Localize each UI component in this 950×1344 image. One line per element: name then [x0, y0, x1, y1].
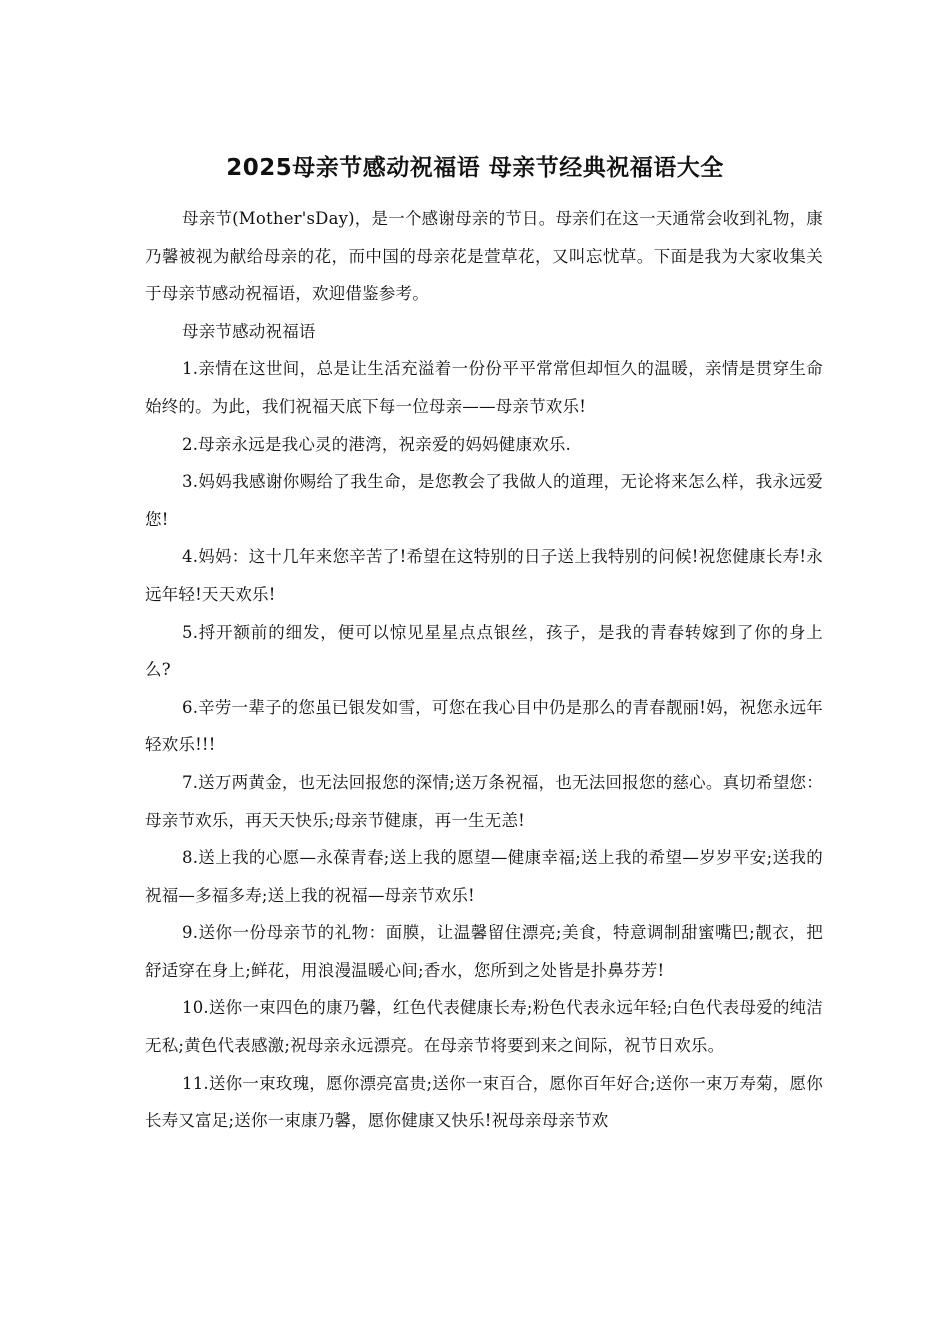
document-body [145, 200, 823, 1140]
blessing-item-11: 11.送你一束玫瑰，愿你漂亮富贵;送你一束百合，愿你百年好合;送你一束万寿菊，愿你长寿又富足;送你一束康乃馨，愿你健康又快乐!祝母亲母亲节欢 [145, 1073, 823, 1131]
blessing-item-5: 5.捋开额前的细发，便可以惊见星星点点银丝，孩子，是我的青春转嫁到了你的身上么? [145, 622, 823, 680]
blessing-item-7: 7.送万两黄金，也无法回报您的深情;送万条祝福，也无法回报您的慈心。真切希望您：母亲节欢乐，再天天快乐;母亲节健康，再一生无恙! [145, 772, 823, 830]
blessing-item-6: 6.辛劳一辈子的您虽已银发如雪，可您在我心目中仍是那么的青春靓丽!妈，祝您永远年轻欢乐!!! [145, 697, 823, 755]
blessing-item-10: 10.送你一束四色的康乃馨，红色代表健康长寿;粉色代表永远年轻;白色代表母爱的纯洁无私;黄色代表感激;祝母亲永远漂亮。在母亲节将要到来之间际，祝节日欢乐。 [145, 998, 823, 1056]
blessing-item-1: 1.亲情在这世间，总是让生活充溢着一份份平平常常但却恒久的温暖，亲情是贯穿生命始终的。为此，我们祝福天底下每一位母亲——母亲节欢乐! [145, 359, 823, 416]
document-title: 2025母亲节感动祝福语 母亲节经典祝福语大全 [226, 155, 724, 181]
blessing-item-2: 2.母亲永远是我心灵的港湾，祝亲爱的妈妈健康欢乐. [182, 434, 571, 454]
section-heading: 母亲节感动祝福语 [182, 321, 316, 341]
intro-paragraph: 母亲节(Mother'sDay)，是一个感谢母亲的节日。母亲们在这一天通常会收到礼物，康乃馨被视为献给母亲的花，而中国的母亲花是萱草花，又叫忘忧草。下面是我为大家收集关于母亲节感动祝福语，欢迎借鉴参考。 [145, 209, 823, 304]
blessing-item-9: 9.送你一份母亲节的礼物：面膜，让温馨留住漂亮;美食，特意调制甜蜜嘴巴;靓衣，把舒适穿在身上;鲜花，用浪漫温暖心间;香水，您所到之处皆是扑鼻芬芳! [145, 923, 823, 980]
blessing-item-8: 8.送上我的心愿—永葆青春;送上我的愿望—健康幸福;送上我的希望—岁岁平安;送我的祝福—多福多寿;送上我的祝福—母亲节欢乐! [145, 848, 823, 905]
blessing-item-3: 3.妈妈我感谢你赐给了我生命，是您教会了我做人的道理，无论将来怎么样，我永远爱您! [145, 472, 823, 529]
blessing-item-4: 4.妈妈：这十几年来您辛苦了!希望在这特别的日子送上我特别的问候!祝您健康长寿!永远年轻!天天欢乐! [145, 547, 823, 604]
